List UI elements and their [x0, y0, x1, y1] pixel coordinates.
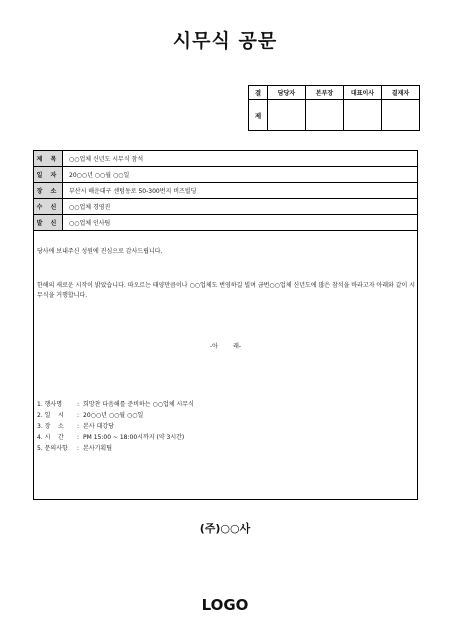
info-label: 장 소 — [34, 183, 63, 199]
detail-value: 본사 대강당 — [83, 423, 114, 430]
approval-sign-cell — [268, 100, 306, 131]
info-row — [34, 151, 418, 167]
detail-key: 2. 일 시 — [37, 412, 64, 419]
info-value: ○○업체 경영진 — [63, 199, 418, 215]
approval-header: 대표이사 — [344, 86, 382, 100]
info-row — [34, 167, 418, 183]
info-row — [34, 183, 418, 199]
detail-value: PM 15:00 ~ 18:00시까지 (약 3시간) — [83, 434, 185, 441]
detail-item: 1. 행사명 : 희망찬 다음해를 준비하는 ○○업체 시무식 — [37, 401, 194, 408]
detail-key: 3. 장 소 — [37, 423, 64, 430]
detail-item: 5. 문의사항 : 본사기획팀 — [37, 445, 113, 452]
body-box — [33, 227, 418, 500]
logo: LOGO — [201, 596, 249, 614]
detail-item: 3. 장 소 : 본사 대강당 — [37, 423, 114, 430]
company-name: (주)○○사 — [199, 522, 251, 535]
detail-value: 20○○년 ○○월 ○○일 — [83, 412, 144, 419]
info-table — [33, 150, 418, 231]
detail-key: 4. 시 간 — [37, 434, 64, 441]
intro-paragraph: 한해의 새로운 시작이 밝았습니다. 따오르는 태양만큼이나 ○○업체도 번영하길 빌며 금번○○업체 신년도에 많은 참석을 바라고자 아래와 같이 시무식을 거행합니다. — [37, 282, 415, 299]
info-label: 제 목 — [34, 151, 63, 167]
detail-item: 4. 시 간 : PM 15:00 ~ 18:00시까지 (약 3시간) — [37, 434, 185, 441]
approval-header: 결재자 — [382, 86, 420, 100]
info-label: 발 신 — [34, 215, 63, 231]
approval-side-label-bottom: 제 — [249, 100, 268, 131]
info-row — [34, 199, 418, 215]
info-value: ○○업체 인사팀 — [63, 215, 418, 231]
approval-box — [248, 85, 420, 131]
approval-side-label-top: 결 — [249, 86, 268, 100]
detail-key: 5. 문의사항 — [37, 445, 68, 452]
info-value: 부산시 해운대구 센텀동로 50-300번지 비즈빌딩 — [63, 183, 418, 199]
info-label: 수 신 — [34, 199, 63, 215]
approval-sign-cell — [306, 100, 344, 131]
detail-key: 1. 행사명 — [37, 401, 63, 408]
center-heading: -아 래- — [209, 343, 242, 350]
details-list — [37, 399, 194, 454]
info-value: 20○○년 ○○월 ○○일 — [63, 167, 418, 183]
detail-value: 본사기획팀 — [83, 445, 113, 452]
greeting-paragraph: 당사에 보내주신 성원에 진심으로 감사드립니다. — [37, 248, 163, 255]
info-label: 일 자 — [34, 167, 63, 183]
detail-item: 2. 일 시 : 20○○년 ○○월 ○○일 — [37, 412, 144, 419]
document-title: 시무식 공문 — [172, 30, 278, 52]
approval-sign-cell — [344, 100, 382, 131]
approval-header: 본부장 — [306, 86, 344, 100]
approval-sign-cell — [382, 100, 420, 131]
approval-header: 담당자 — [268, 86, 306, 100]
info-value: ○○업체 신년도 시무식 참석 — [63, 151, 418, 167]
detail-value: 희망찬 다음해를 준비하는 ○○업체 시무식 — [83, 401, 194, 408]
